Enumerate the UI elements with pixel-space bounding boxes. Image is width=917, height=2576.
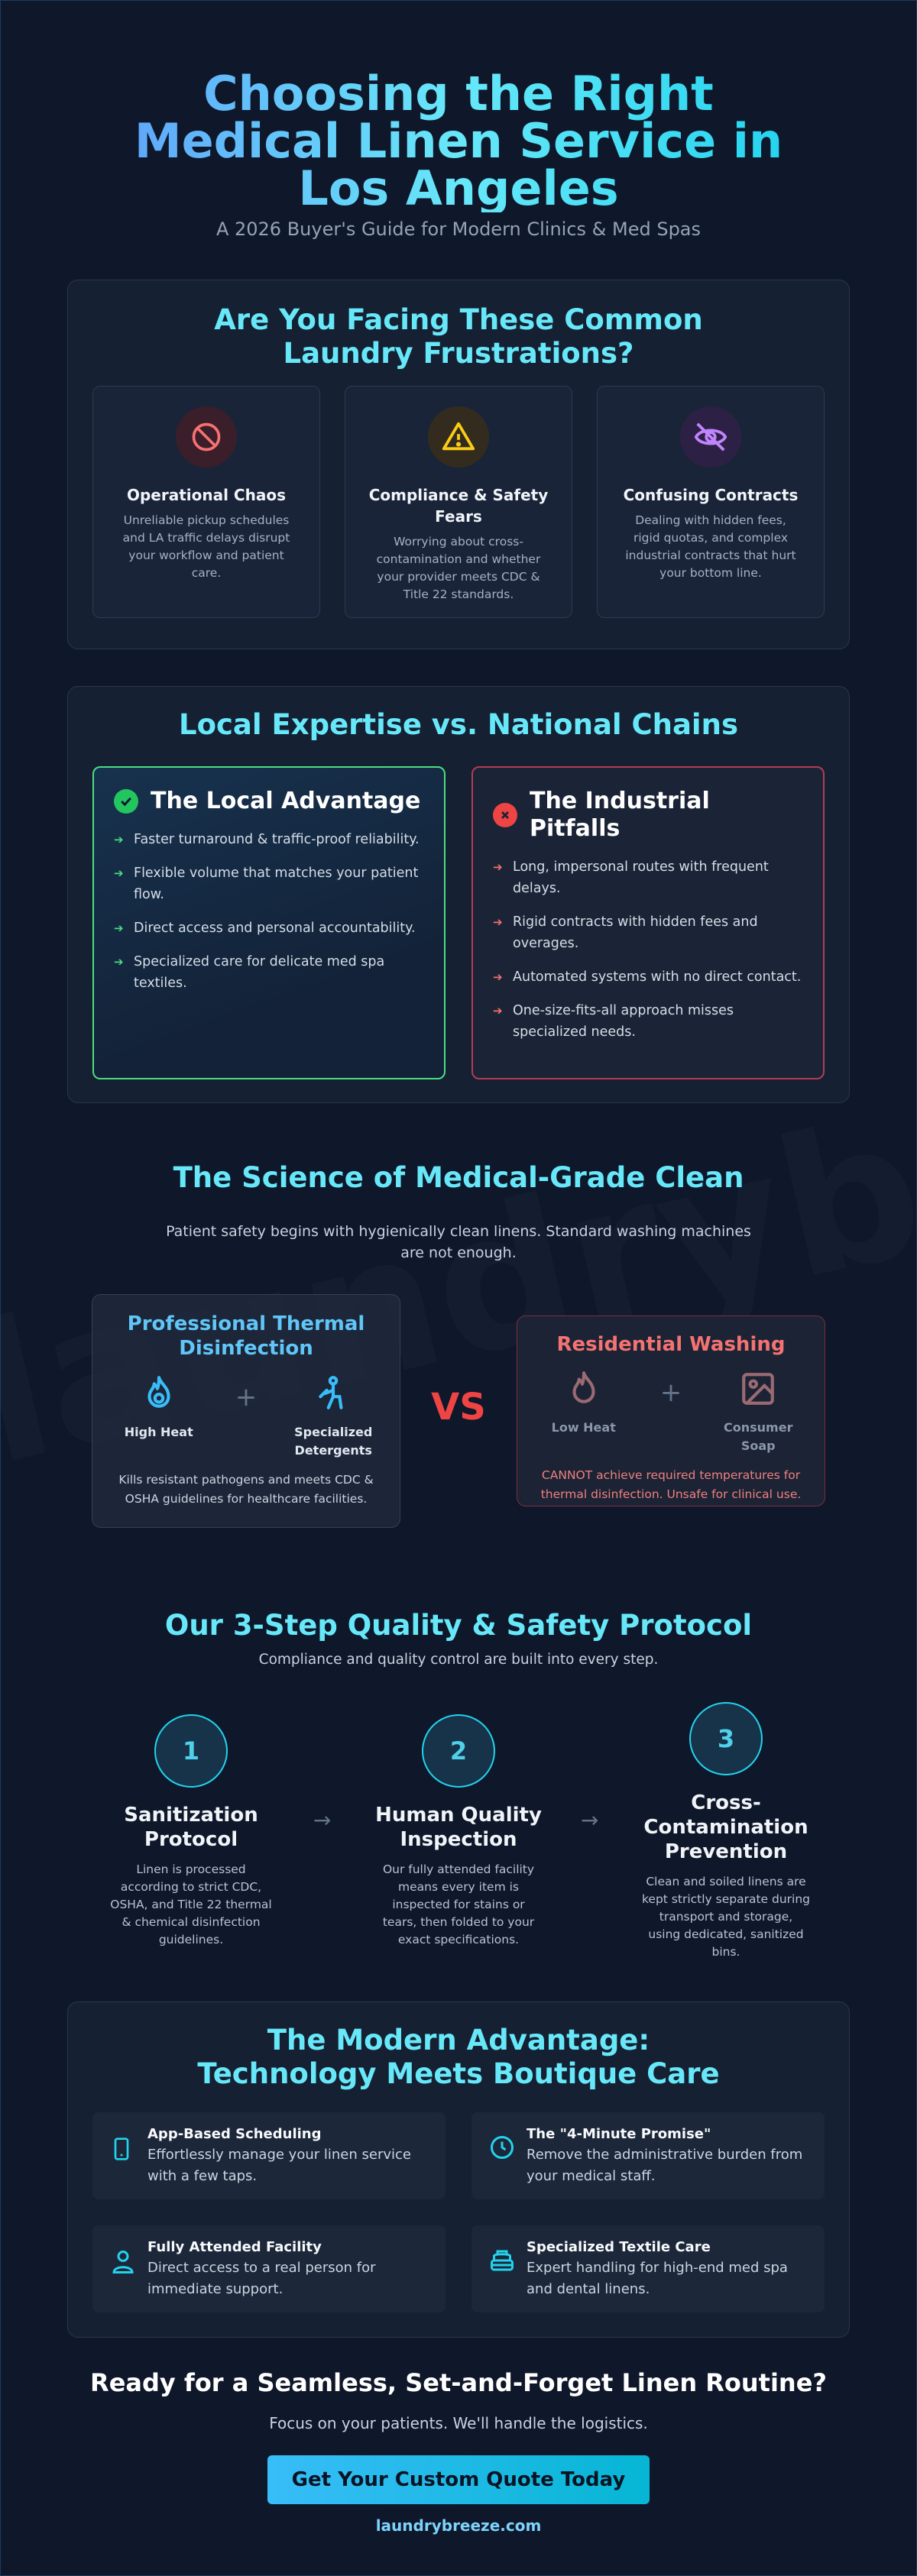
worker-icon [314,1374,352,1413]
arrow-icon: ➔ [493,1004,503,1018]
plus-icon: + [235,1382,258,1413]
frustration-text: Dealing with hidden fees, rigid quotas, and complex industrial contracts that hurt your bottom line. [625,513,796,580]
list-item: ➔ Long, impersonal routes with frequent delays. [493,856,803,899]
professional-title: Professional Thermal Disinfection [127,1312,365,1360]
residential-text: CANNOT achieve required temperatures for thermal disinfection. Unsafe for clinical use. [540,1468,802,1501]
professional-card [92,1294,400,1528]
user-icon [109,2247,137,2280]
protocol-step [76,1714,306,1949]
check-icon [114,789,138,814]
feature-text: Effortlessly manage your linen service with a few taps. [147,2147,411,2184]
protocol-step [344,1714,573,1949]
warning-icon [428,406,489,468]
feature-title: Specialized Textile Care [527,2239,711,2255]
flame-icon [565,1370,603,1408]
protocol-step [611,1702,841,1961]
vs-label: VS [431,1386,486,1429]
feature-4-minute-promise [471,2112,825,2199]
list-item: ➔ Flexible volume that matches your patient flow. [114,862,424,905]
residential-card [517,1316,825,1506]
frustrations-title: Are You Facing These Common Laundry Frustrations? [214,303,703,370]
step-title: Sanitization Protocol [124,1804,258,1851]
modern-advantage-panel [67,2002,850,2338]
comparison-panel [67,686,850,1103]
modern-title: The Modern Advantage: Technology Meets Boutique Care [197,2024,720,2090]
x-icon [493,803,517,827]
frustration-text: Worrying about cross-contamination and whether your provider meets CDC & Title 22 standards. [376,535,541,601]
industrial-pitfalls-title: The Industrial Pitfalls [530,788,710,842]
step-text: Our fully attended facility means every item is inspected for stains or tears, then folded to your exact specifications. [382,1862,535,1947]
step-title: Cross-Contamination Prevention [643,1791,808,1863]
comparison-title: Local Expertise vs. National Chains [179,708,738,741]
feature-textile-care [471,2225,825,2312]
science-title: The Science of Medical-Grade Clean [173,1161,744,1194]
website-link[interactable]: laundrybreeze.com [375,2516,542,2535]
frustration-card [597,386,825,618]
step-number: 1 [154,1714,228,1788]
feature-high-heat: High Heat [113,1374,205,1442]
frustration-text: Unreliable pickup schedules and LA traffic delays disrupt your workflow and patient care. [122,513,290,580]
arrow-right-icon: → [581,1807,599,1833]
feature-specialized-detergents: Specialized Detergents [287,1374,379,1460]
step-text: Clean and soiled linens are kept strictly separate during transport and storage, using dedicated, sanitized bins. [642,1875,811,1959]
page-subtitle: A 2026 Buyer's Guide for Modern Clinics & Med Spas [215,218,702,240]
hero-header [0,0,917,240]
feature-consumer-soap: Consumer Soap [712,1370,804,1455]
residential-title: Residential Washing [556,1333,786,1356]
cta-subtitle: Focus on your patients. We'll handle the logistics. [269,2414,648,2432]
feature-app-scheduling [92,2112,446,2199]
ban-icon [176,406,237,468]
feature-title: App-Based Scheduling [147,2126,322,2142]
feature-fully-attended [92,2225,446,2312]
step-text: Linen is processed according to strict CDC, OSHA, and Title 22 thermal & chemical disinfection guidelines. [110,1862,272,1947]
frustration-title: Confusing Contracts [623,486,799,504]
protocol-title: Our 3-Step Quality & Safety Protocol [164,1609,753,1642]
frustration-card [345,386,572,618]
page-title: Choosing the Right Medical Linen Service in Los Angeles [115,70,802,212]
science-subtitle: Patient safety begins with hygienically clean linens. Standard washing machines are not enough. [166,1223,751,1261]
plus-icon: + [659,1377,682,1408]
arrow-icon: ➔ [493,860,503,874]
list-item: ➔ Automated systems with no direct contact. [493,966,803,988]
feature-title: The "4-Minute Promise" [527,2126,711,2142]
arrow-icon: ➔ [114,955,124,969]
industrial-pitfalls-card [471,766,825,1079]
phone-icon [109,2134,134,2167]
list-item: ➔ Specialized care for delicate med spa textiles. [114,951,424,994]
cta-title: Ready for a Seamless, Set-and-Forget Linen Routine? [90,2368,827,2397]
arrow-icon: ➔ [114,833,124,846]
arrow-right-icon: → [313,1807,332,1833]
frustrations-panel [67,280,850,649]
feature-text: Remove the administrative burden from your medical staff. [527,2147,803,2184]
frustration-title: Operational Chaos [126,486,286,504]
arrow-icon: ➔ [114,921,124,935]
step-title: Human Quality Inspection [375,1804,542,1851]
local-advantage-card [92,766,446,1079]
linen-stack-icon [488,2247,516,2277]
local-advantage-title: The Local Advantage [151,788,421,814]
feature-title: Fully Attended Facility [147,2239,322,2255]
list-item: ➔ Direct access and personal accountability. [114,917,424,939]
image-icon [739,1370,777,1408]
get-quote-button[interactable]: Get Your Custom Quote Today [267,2455,650,2504]
protocol-subtitle: Compliance and quality control are built into every step. [258,1652,659,1668]
list-item: ➔ Rigid contracts with hidden fees and overages. [493,911,803,954]
feature-text: Direct access to a real person for immediate support. [147,2260,376,2297]
list-item: ➔ Faster turnaround & traffic-proof reliability. [114,829,424,850]
frustration-title: Compliance & Safety Fears [368,486,549,526]
flame-icon [140,1374,178,1413]
professional-text: Kills resistant pathogens and meets CDC & OSHA guidelines for healthcare facilities. [118,1473,374,1506]
arrow-icon: ➔ [493,970,503,984]
feature-text: Expert handling for high-end med spa and dental linens. [527,2260,788,2297]
frustration-card [92,386,320,618]
arrow-icon: ➔ [114,866,124,880]
list-item: ➔ One-size-fits-all approach misses specialized needs. [493,1000,803,1043]
feature-low-heat: Low Heat [538,1370,630,1437]
step-number: 2 [422,1714,495,1788]
eye-icon [680,406,741,468]
arrow-icon: ➔ [493,915,503,929]
step-number: 3 [689,1702,763,1775]
clock-icon [488,2134,516,2164]
